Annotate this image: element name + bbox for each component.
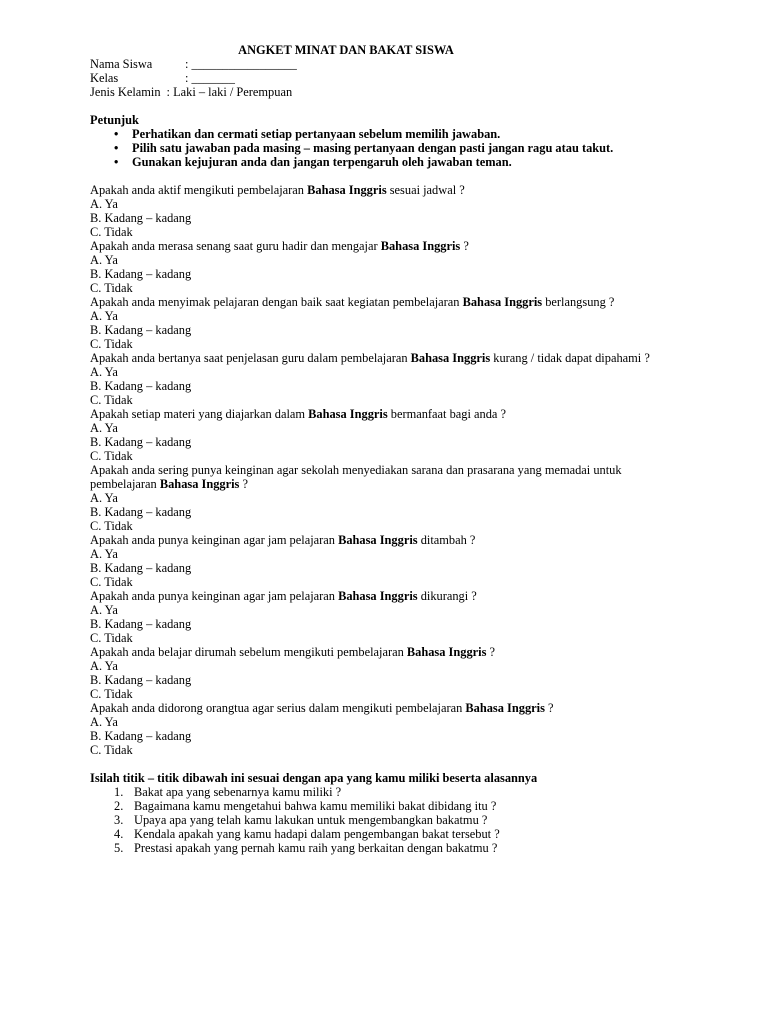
question-text: Apakah anda punya keinginan agar jam pelajaran Bahasa Inggris dikurangi ?: [90, 589, 477, 603]
answer-option: A. Ya: [90, 253, 118, 267]
instruction-item: • Gunakan kejujuran anda dan jangan terpengaruh oleh jawaban teman.: [114, 155, 512, 169]
subject-name: Bahasa Inggris: [308, 407, 388, 421]
question-text: Apakah anda punya keinginan agar jam pelajaran Bahasa Inggris ditambah ?: [90, 533, 476, 547]
answer-option: B. Kadang – kadang: [90, 617, 192, 631]
gender-field: : Laki – laki / Perempuan: [166, 85, 293, 99]
essay-item: 3. Upaya apa yang telah kamu lakukan untuk mengembangkan bakatmu ?: [114, 813, 488, 827]
answer-option: C. Tidak: [90, 281, 133, 295]
bullet-icon: •: [114, 155, 119, 169]
answer-option: B. Kadang – kadang: [90, 729, 192, 743]
essay-item: 4. Kendala apakah yang kamu hadapi dalam pengembangan bakat tersebut ?: [114, 827, 500, 841]
answer-option: A. Ya: [90, 603, 118, 617]
answer-option: B. Kadang – kadang: [90, 435, 192, 449]
class-field: : _______: [185, 71, 235, 85]
document-title: ANGKET MINAT DAN BAKAT SISWA: [238, 43, 454, 57]
questions-section: [90, 183, 690, 757]
subject-name: Bahasa Inggris: [338, 589, 418, 603]
question-block: [90, 183, 690, 239]
answer-option: B. Kadang – kadang: [90, 211, 192, 225]
bullet-icon: •: [114, 127, 119, 141]
answer-option: C. Tidak: [90, 687, 133, 701]
answer-option: C. Tidak: [90, 631, 133, 645]
instruction-item: • Perhatikan dan cermati setiap pertanyaan sebelum memilih jawaban.: [114, 127, 501, 141]
answer-option: A. Ya: [90, 309, 118, 323]
name-field: : _________________: [185, 57, 297, 71]
subject-name: Bahasa Inggris: [406, 645, 487, 659]
answer-option: A. Ya: [90, 547, 118, 561]
subject-name: Bahasa Inggris: [380, 239, 461, 253]
question-block: [90, 589, 690, 645]
question-text: Apakah setiap materi yang diajarkan dalam Bahasa Inggris bermanfaat bagi anda ?: [90, 407, 506, 421]
question-text: Apakah anda aktif mengikuti pembelajaran Bahasa Inggris sesuai jadwal ?: [90, 183, 465, 197]
essay-list: [90, 785, 690, 855]
answer-option: B. Kadang – kadang: [90, 561, 192, 575]
question-block: [90, 701, 690, 757]
question-text: Apakah anda didorong orangtua agar serius dalam mengikuti pembelajaran Bahasa Inggris ?: [90, 701, 554, 715]
subject-name: Bahasa Inggris: [462, 295, 543, 309]
answer-option: C. Tidak: [90, 519, 133, 533]
instructions-heading: Petunjuk: [90, 113, 139, 127]
answer-option: B. Kadang – kadang: [90, 379, 192, 393]
question-text: Apakah anda sering punya keinginan agar sekolah menyediakan sarana dan prasarana yang memadai untuk pembelajaran Bahasa Inggris ?: [90, 463, 622, 491]
answer-option: B. Kadang – kadang: [90, 267, 192, 281]
questionnaire-page: [90, 43, 690, 855]
question-block: [90, 239, 690, 295]
answer-option: C. Tidak: [90, 337, 133, 351]
answer-option: B. Kadang – kadang: [90, 673, 192, 687]
name-row: [90, 57, 690, 71]
answer-option: C. Tidak: [90, 393, 133, 407]
essay-item: 5. Prestasi apakah yang pernah kamu raih yang berkaitan dengan bakatmu ?: [114, 841, 498, 855]
essay-item: 2. Bagaimana kamu mengetahui bahwa kamu memiliki bakat dibidang itu ?: [114, 799, 497, 813]
answer-option: C. Tidak: [90, 449, 133, 463]
answer-option: C. Tidak: [90, 225, 133, 239]
name-label: Nama Siswa: [90, 57, 153, 71]
gender-row: [90, 85, 690, 99]
question-block: [90, 295, 690, 351]
answer-option: B. Kadang – kadang: [90, 323, 192, 337]
instruction-item: • Pilih satu jawaban pada masing – masing pertanyaan dengan pasti jangan ragu atau takut.: [114, 141, 614, 155]
question-block: [90, 463, 690, 533]
question-text: Apakah anda merasa senang saat guru hadir dan mengajar Bahasa Inggris ?: [90, 239, 469, 253]
essay-item: 1. Bakat apa yang sebenarnya kamu miliki ?: [114, 785, 342, 799]
subject-name: Bahasa Inggris: [465, 701, 545, 715]
instructions-list: [90, 127, 690, 169]
question-block: [90, 645, 690, 701]
subject-name: Bahasa Inggris: [410, 351, 491, 365]
class-label: Kelas: [90, 71, 119, 85]
gender-label: Jenis Kelamin: [90, 85, 161, 99]
question-block: [90, 407, 690, 463]
essay-heading: Isilah titik – titik dibawah ini sesuai dengan apa yang kamu miliki beserta alasannya: [90, 771, 538, 785]
question-text: Apakah anda bertanya saat penjelasan guru dalam pembelajaran Bahasa Inggris kurang / tidak dapat dipahami ?: [90, 351, 650, 365]
question-text: Apakah anda belajar dirumah sebelum mengikuti pembelajaran Bahasa Inggris ?: [90, 645, 496, 659]
answer-option: A. Ya: [90, 421, 118, 435]
answer-option: A. Ya: [90, 197, 118, 211]
answer-option: C. Tidak: [90, 575, 133, 589]
answer-option: A. Ya: [90, 659, 118, 673]
question-text: Apakah anda menyimak pelajaran dengan baik saat kegiatan pembelajaran Bahasa Inggris berlangsung ?: [90, 295, 615, 309]
subject-name: Bahasa Inggris: [159, 477, 240, 491]
question-block: [90, 533, 690, 589]
bullet-icon: •: [114, 141, 119, 155]
class-row: [90, 71, 690, 85]
question-block: [90, 351, 690, 407]
answer-option: B. Kadang – kadang: [90, 505, 192, 519]
answer-option: A. Ya: [90, 365, 118, 379]
answer-option: A. Ya: [90, 715, 118, 729]
subject-name: Bahasa Inggris: [338, 533, 418, 547]
subject-name: Bahasa Inggris: [307, 183, 387, 197]
answer-option: C. Tidak: [90, 743, 133, 757]
answer-option: A. Ya: [90, 491, 118, 505]
